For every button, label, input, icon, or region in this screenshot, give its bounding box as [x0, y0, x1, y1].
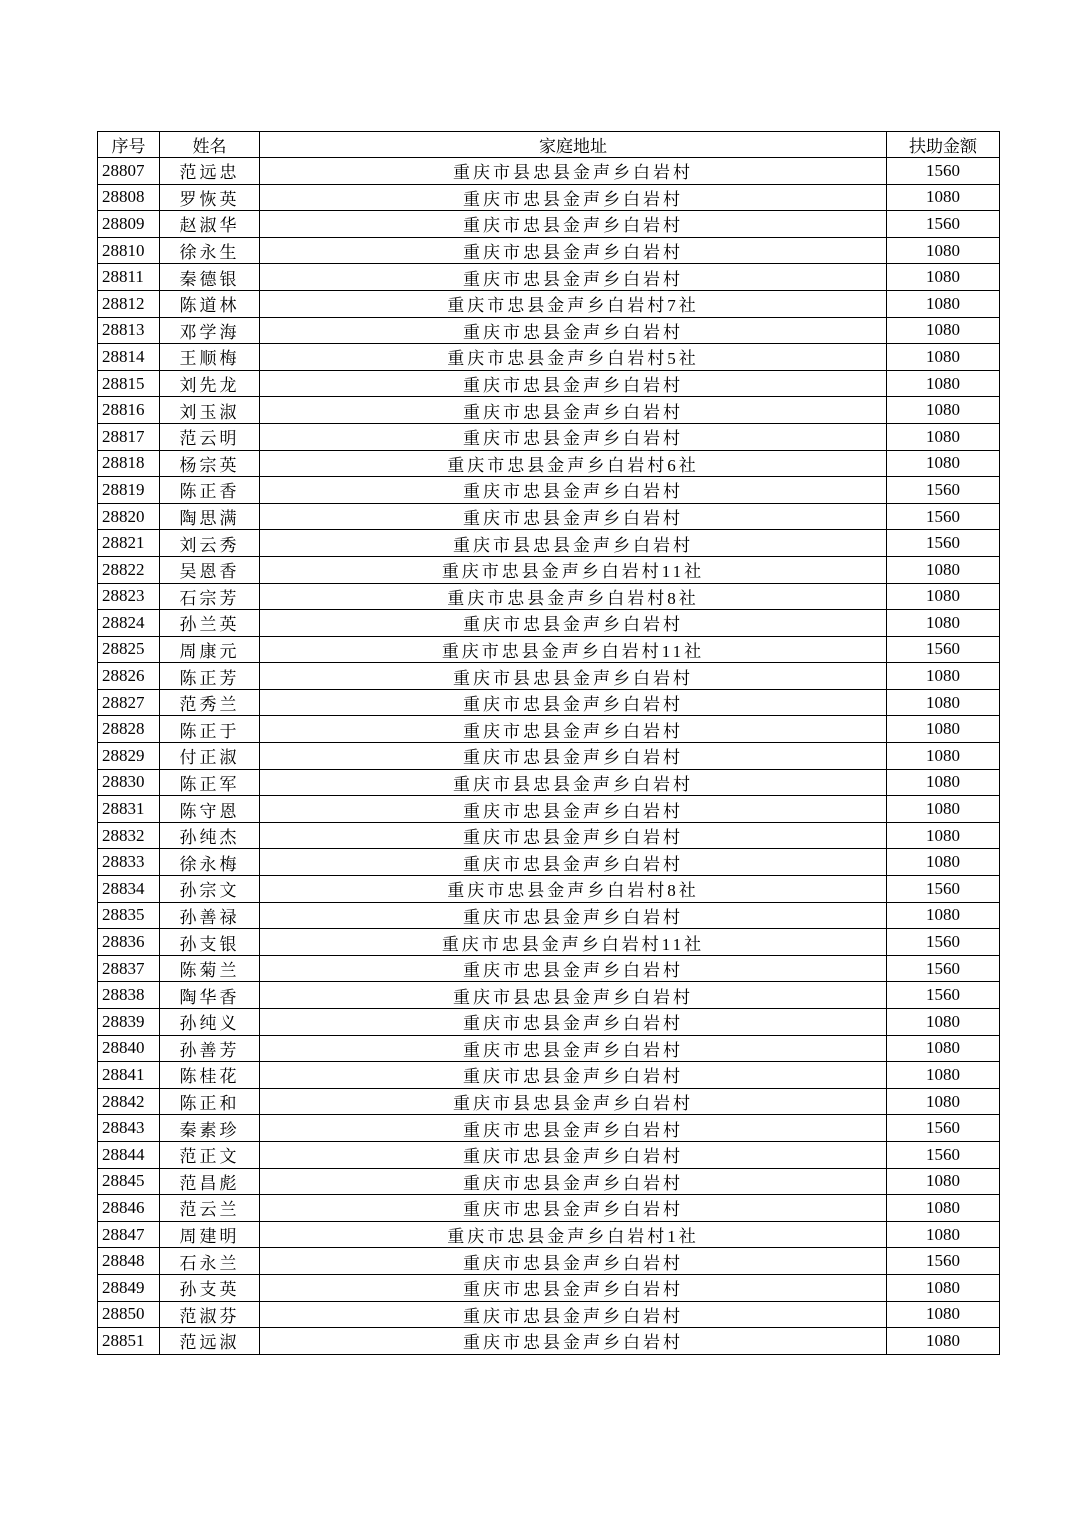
cell-name: 杨宗英 — [160, 450, 260, 477]
cell-assistance-amount: 1080 — [887, 1009, 1000, 1036]
cell-serial-number: 28816 — [98, 397, 160, 424]
cell-assistance-amount: 1560 — [887, 876, 1000, 903]
cell-serial-number: 28815 — [98, 370, 160, 397]
cell-name: 范云明 — [160, 423, 260, 450]
table-row — [98, 1088, 1000, 1115]
cell-home-address: 重庆市县忠县金声乡白岩村 — [260, 663, 887, 690]
table-row — [98, 1195, 1000, 1222]
cell-home-address: 重庆市忠县金声乡白岩村 — [260, 955, 887, 982]
cell-serial-number: 28832 — [98, 822, 160, 849]
table-row — [98, 1035, 1000, 1062]
cell-serial-number: 28828 — [98, 716, 160, 743]
cell-home-address: 重庆市忠县金声乡白岩村 — [260, 1274, 887, 1301]
cell-serial-number: 28837 — [98, 955, 160, 982]
cell-name: 罗恢英 — [160, 184, 260, 211]
table-row — [98, 237, 1000, 264]
table-row — [98, 317, 1000, 344]
cell-name: 范远忠 — [160, 158, 260, 185]
cell-home-address: 重庆市忠县金声乡白岩村 — [260, 1195, 887, 1222]
cell-serial-number: 28809 — [98, 211, 160, 238]
cell-name: 周建明 — [160, 1221, 260, 1248]
cell-name: 刘玉淑 — [160, 397, 260, 424]
cell-home-address: 重庆市忠县金声乡白岩村 — [260, 477, 887, 504]
cell-name: 陈道林 — [160, 290, 260, 317]
cell-name: 刘云秀 — [160, 530, 260, 557]
cell-assistance-amount: 1080 — [887, 902, 1000, 929]
cell-home-address: 重庆市忠县金声乡白岩村 — [260, 849, 887, 876]
cell-serial-number: 28839 — [98, 1009, 160, 1036]
cell-name: 赵淑华 — [160, 211, 260, 238]
table-row — [98, 929, 1000, 956]
cell-assistance-amount: 1080 — [887, 1301, 1000, 1328]
table-row — [98, 450, 1000, 477]
cell-name: 陈正香 — [160, 477, 260, 504]
cell-home-address: 重庆市忠县金声乡白岩村 — [260, 370, 887, 397]
header-assistance-amount: 扶助金额 — [887, 132, 1000, 158]
table-row — [98, 876, 1000, 903]
cell-serial-number: 28822 — [98, 556, 160, 583]
table-row — [98, 1062, 1000, 1089]
table-row — [98, 211, 1000, 238]
cell-assistance-amount: 1080 — [887, 237, 1000, 264]
cell-name: 范远淑 — [160, 1328, 260, 1355]
cell-assistance-amount: 1080 — [887, 716, 1000, 743]
cell-assistance-amount: 1080 — [887, 769, 1000, 796]
cell-home-address: 重庆市忠县金声乡白岩村 — [260, 902, 887, 929]
cell-assistance-amount: 1080 — [887, 610, 1000, 637]
cell-home-address: 重庆市忠县金声乡白岩村11社 — [260, 929, 887, 956]
cell-assistance-amount: 1080 — [887, 1168, 1000, 1195]
table-row — [98, 1115, 1000, 1142]
cell-serial-number: 28851 — [98, 1328, 160, 1355]
cell-assistance-amount: 1080 — [887, 290, 1000, 317]
table-row — [98, 1221, 1000, 1248]
table-row — [98, 636, 1000, 663]
cell-name: 秦素珍 — [160, 1115, 260, 1142]
cell-assistance-amount: 1560 — [887, 1141, 1000, 1168]
cell-assistance-amount: 1080 — [887, 344, 1000, 371]
cell-serial-number: 28817 — [98, 423, 160, 450]
cell-home-address: 重庆市忠县金声乡白岩村7社 — [260, 290, 887, 317]
cell-serial-number: 28824 — [98, 610, 160, 637]
table-row — [98, 849, 1000, 876]
cell-assistance-amount: 1080 — [887, 822, 1000, 849]
cell-name: 范秀兰 — [160, 689, 260, 716]
cell-name: 范昌彪 — [160, 1168, 260, 1195]
table-row — [98, 503, 1000, 530]
cell-name: 邓学海 — [160, 317, 260, 344]
cell-name: 徐永生 — [160, 237, 260, 264]
cell-serial-number: 28848 — [98, 1248, 160, 1275]
cell-assistance-amount: 1560 — [887, 477, 1000, 504]
table-row — [98, 955, 1000, 982]
cell-assistance-amount: 1080 — [887, 317, 1000, 344]
cell-assistance-amount: 1080 — [887, 397, 1000, 424]
cell-serial-number: 28810 — [98, 237, 160, 264]
cell-assistance-amount: 1080 — [887, 1035, 1000, 1062]
cell-serial-number: 28830 — [98, 769, 160, 796]
table-row — [98, 769, 1000, 796]
table-row — [98, 397, 1000, 424]
table-row — [98, 370, 1000, 397]
cell-assistance-amount: 1560 — [887, 982, 1000, 1009]
cell-serial-number: 28808 — [98, 184, 160, 211]
cell-home-address: 重庆市忠县金声乡白岩村 — [260, 237, 887, 264]
table-row — [98, 583, 1000, 610]
cell-assistance-amount: 1080 — [887, 184, 1000, 211]
cell-serial-number: 28833 — [98, 849, 160, 876]
table-row — [98, 716, 1000, 743]
cell-home-address: 重庆市忠县金声乡白岩村 — [260, 264, 887, 291]
cell-serial-number: 28829 — [98, 743, 160, 770]
cell-home-address: 重庆市忠县金声乡白岩村 — [260, 1115, 887, 1142]
table-row — [98, 663, 1000, 690]
cell-name: 孙纯杰 — [160, 822, 260, 849]
cell-name: 孙善芳 — [160, 1035, 260, 1062]
cell-assistance-amount: 1560 — [887, 636, 1000, 663]
cell-name: 刘先龙 — [160, 370, 260, 397]
cell-name: 陈正和 — [160, 1088, 260, 1115]
cell-serial-number: 28844 — [98, 1141, 160, 1168]
table-row — [98, 1168, 1000, 1195]
cell-name: 陈正军 — [160, 769, 260, 796]
cell-serial-number: 28821 — [98, 530, 160, 557]
cell-assistance-amount: 1080 — [887, 743, 1000, 770]
cell-name: 孙善禄 — [160, 902, 260, 929]
cell-name: 范云兰 — [160, 1195, 260, 1222]
table-row — [98, 822, 1000, 849]
cell-home-address: 重庆市忠县金声乡白岩村 — [260, 716, 887, 743]
cell-assistance-amount: 1080 — [887, 1062, 1000, 1089]
table-row — [98, 796, 1000, 823]
cell-home-address: 重庆市忠县金声乡白岩村 — [260, 1248, 887, 1275]
table-row — [98, 689, 1000, 716]
cell-name: 陈正芳 — [160, 663, 260, 690]
cell-assistance-amount: 1080 — [887, 1274, 1000, 1301]
cell-assistance-amount: 1560 — [887, 158, 1000, 185]
cell-home-address: 重庆市县忠县金声乡白岩村 — [260, 158, 887, 185]
cell-name: 陈正于 — [160, 716, 260, 743]
cell-serial-number: 28835 — [98, 902, 160, 929]
table-row — [98, 902, 1000, 929]
cell-name: 陈桂花 — [160, 1062, 260, 1089]
cell-home-address: 重庆市忠县金声乡白岩村 — [260, 1009, 887, 1036]
assistance-table — [97, 131, 1000, 1355]
cell-home-address: 重庆市县忠县金声乡白岩村 — [260, 769, 887, 796]
cell-serial-number: 28814 — [98, 344, 160, 371]
cell-serial-number: 28850 — [98, 1301, 160, 1328]
cell-serial-number: 28847 — [98, 1221, 160, 1248]
cell-name: 吴恩香 — [160, 556, 260, 583]
cell-assistance-amount: 1080 — [887, 1221, 1000, 1248]
cell-home-address: 重庆市忠县金声乡白岩村 — [260, 796, 887, 823]
cell-assistance-amount: 1080 — [887, 556, 1000, 583]
cell-home-address: 重庆市忠县金声乡白岩村 — [260, 503, 887, 530]
cell-serial-number: 28836 — [98, 929, 160, 956]
header-name: 姓名 — [160, 132, 260, 158]
cell-name: 孙纯义 — [160, 1009, 260, 1036]
cell-assistance-amount: 1080 — [887, 849, 1000, 876]
cell-assistance-amount: 1560 — [887, 503, 1000, 530]
cell-name: 石永兰 — [160, 1248, 260, 1275]
cell-home-address: 重庆市忠县金声乡白岩村11社 — [260, 556, 887, 583]
table-row — [98, 1274, 1000, 1301]
cell-assistance-amount: 1080 — [887, 264, 1000, 291]
cell-home-address: 重庆市忠县金声乡白岩村5社 — [260, 344, 887, 371]
cell-home-address: 重庆市忠县金声乡白岩村 — [260, 1062, 887, 1089]
cell-home-address: 重庆市忠县金声乡白岩村 — [260, 1328, 887, 1355]
cell-assistance-amount: 1560 — [887, 211, 1000, 238]
cell-name: 孙兰英 — [160, 610, 260, 637]
cell-assistance-amount: 1560 — [887, 530, 1000, 557]
cell-home-address: 重庆市忠县金声乡白岩村 — [260, 610, 887, 637]
table-row — [98, 423, 1000, 450]
cell-serial-number: 28843 — [98, 1115, 160, 1142]
cell-assistance-amount: 1080 — [887, 1088, 1000, 1115]
table-row — [98, 1328, 1000, 1355]
cell-name: 周康元 — [160, 636, 260, 663]
cell-home-address: 重庆市忠县金声乡白岩村8社 — [260, 876, 887, 903]
cell-assistance-amount: 1080 — [887, 1195, 1000, 1222]
cell-home-address: 重庆市忠县金声乡白岩村8社 — [260, 583, 887, 610]
cell-assistance-amount: 1080 — [887, 1328, 1000, 1355]
cell-assistance-amount: 1080 — [887, 370, 1000, 397]
cell-home-address: 重庆市忠县金声乡白岩村 — [260, 423, 887, 450]
cell-serial-number: 28823 — [98, 583, 160, 610]
table-row — [98, 1009, 1000, 1036]
table-row — [98, 477, 1000, 504]
cell-assistance-amount: 1080 — [887, 450, 1000, 477]
cell-serial-number: 28838 — [98, 982, 160, 1009]
cell-assistance-amount: 1080 — [887, 663, 1000, 690]
cell-name: 陶华香 — [160, 982, 260, 1009]
table-row — [98, 290, 1000, 317]
table-row — [98, 184, 1000, 211]
cell-home-address: 重庆市忠县金声乡白岩村6社 — [260, 450, 887, 477]
cell-home-address: 重庆市县忠县金声乡白岩村 — [260, 530, 887, 557]
cell-name: 范正文 — [160, 1141, 260, 1168]
cell-serial-number: 28849 — [98, 1274, 160, 1301]
table-body — [98, 158, 1000, 1355]
header-home-address: 家庭地址 — [260, 132, 887, 158]
cell-assistance-amount: 1560 — [887, 929, 1000, 956]
cell-serial-number: 28819 — [98, 477, 160, 504]
cell-serial-number: 28820 — [98, 503, 160, 530]
cell-serial-number: 28818 — [98, 450, 160, 477]
table-row — [98, 1301, 1000, 1328]
cell-home-address: 重庆市忠县金声乡白岩村 — [260, 397, 887, 424]
cell-assistance-amount: 1080 — [887, 583, 1000, 610]
table-row — [98, 1141, 1000, 1168]
cell-name: 陶思满 — [160, 503, 260, 530]
cell-serial-number: 28812 — [98, 290, 160, 317]
cell-home-address: 重庆市忠县金声乡白岩村 — [260, 184, 887, 211]
cell-serial-number: 28827 — [98, 689, 160, 716]
cell-home-address: 重庆市县忠县金声乡白岩村 — [260, 1088, 887, 1115]
table-row — [98, 530, 1000, 557]
cell-serial-number: 28834 — [98, 876, 160, 903]
table-row — [98, 344, 1000, 371]
cell-name: 范淑芬 — [160, 1301, 260, 1328]
table-row — [98, 556, 1000, 583]
table-row — [98, 158, 1000, 185]
cell-home-address: 重庆市忠县金声乡白岩村 — [260, 1168, 887, 1195]
cell-assistance-amount: 1560 — [887, 1248, 1000, 1275]
cell-serial-number: 28813 — [98, 317, 160, 344]
cell-assistance-amount: 1560 — [887, 955, 1000, 982]
cell-assistance-amount: 1560 — [887, 1115, 1000, 1142]
cell-name: 陈菊兰 — [160, 955, 260, 982]
cell-serial-number: 28840 — [98, 1035, 160, 1062]
cell-name: 石宗芳 — [160, 583, 260, 610]
cell-home-address: 重庆市忠县金声乡白岩村11社 — [260, 636, 887, 663]
cell-assistance-amount: 1080 — [887, 689, 1000, 716]
table-row — [98, 610, 1000, 637]
cell-home-address: 重庆市忠县金声乡白岩村 — [260, 1035, 887, 1062]
table-row — [98, 1248, 1000, 1275]
cell-home-address: 重庆市忠县金声乡白岩村 — [260, 317, 887, 344]
cell-name: 陈守恩 — [160, 796, 260, 823]
cell-serial-number: 28807 — [98, 158, 160, 185]
cell-name: 秦德银 — [160, 264, 260, 291]
cell-serial-number: 28846 — [98, 1195, 160, 1222]
cell-home-address: 重庆市忠县金声乡白岩村 — [260, 1301, 887, 1328]
cell-name: 孙支银 — [160, 929, 260, 956]
table-header-row — [98, 132, 1000, 158]
cell-name: 王顺梅 — [160, 344, 260, 371]
cell-home-address: 重庆市忠县金声乡白岩村 — [260, 743, 887, 770]
cell-assistance-amount: 1080 — [887, 796, 1000, 823]
cell-serial-number: 28831 — [98, 796, 160, 823]
cell-serial-number: 28825 — [98, 636, 160, 663]
cell-home-address: 重庆市县忠县金声乡白岩村 — [260, 982, 887, 1009]
cell-serial-number: 28842 — [98, 1088, 160, 1115]
cell-serial-number: 28826 — [98, 663, 160, 690]
cell-home-address: 重庆市忠县金声乡白岩村 — [260, 822, 887, 849]
cell-serial-number: 28811 — [98, 264, 160, 291]
table-row — [98, 743, 1000, 770]
cell-assistance-amount: 1080 — [887, 423, 1000, 450]
cell-serial-number: 28845 — [98, 1168, 160, 1195]
cell-name: 孙宗文 — [160, 876, 260, 903]
cell-serial-number: 28841 — [98, 1062, 160, 1089]
cell-name: 付正淑 — [160, 743, 260, 770]
table-row — [98, 264, 1000, 291]
cell-home-address: 重庆市忠县金声乡白岩村 — [260, 211, 887, 238]
header-serial-number: 序号 — [98, 132, 160, 158]
cell-name: 徐永梅 — [160, 849, 260, 876]
cell-home-address: 重庆市忠县金声乡白岩村 — [260, 1141, 887, 1168]
cell-home-address: 重庆市忠县金声乡白岩村 — [260, 689, 887, 716]
cell-name: 孙支英 — [160, 1274, 260, 1301]
cell-home-address: 重庆市忠县金声乡白岩村1社 — [260, 1221, 887, 1248]
table-row — [98, 982, 1000, 1009]
